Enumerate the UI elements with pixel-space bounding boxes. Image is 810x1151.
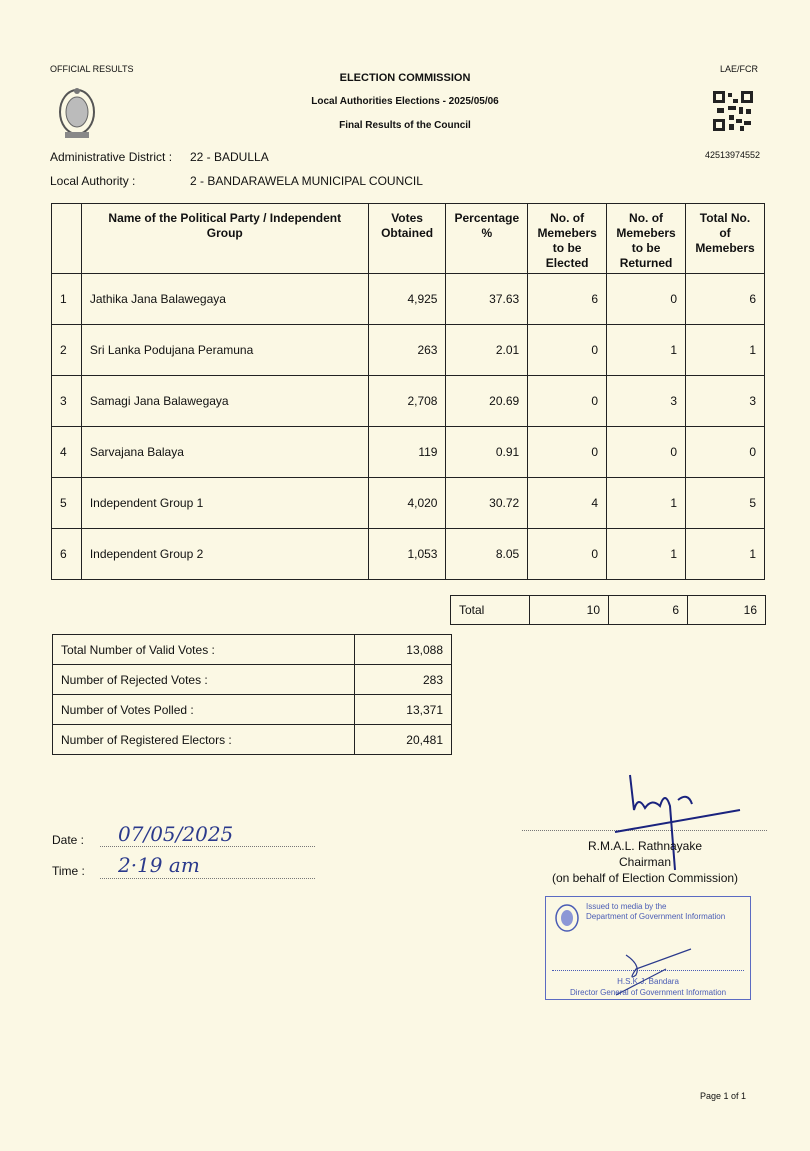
members-returned: 3 — [607, 376, 686, 427]
qr-code-icon — [713, 91, 753, 131]
election-title: Local Authorities Elections - 2025/05/06 — [311, 96, 499, 107]
summary-label: Number of Votes Polled : — [53, 695, 355, 725]
totals-elected: 10 — [530, 596, 609, 625]
authority-value: 2 - BANDARAWELA MUNICIPAL COUNCIL — [190, 174, 423, 188]
party-name: Jathika Jana Balawegaya — [81, 274, 368, 325]
totals-returned: 6 — [609, 596, 688, 625]
party-name: Independent Group 2 — [81, 529, 368, 580]
stamp-signature — [606, 947, 696, 997]
date-label: Date : — [52, 833, 85, 847]
members-elected: 0 — [528, 529, 607, 580]
summary-label: Number of Registered Electors : — [53, 725, 355, 755]
col-header-returned: No. of Memebers to be Returned — [607, 204, 686, 274]
votes-obtained: 119 — [368, 427, 446, 478]
stamp-signatory-name: H.S.K.J. Bandara — [617, 977, 679, 986]
party-name: Sarvajana Balaya — [81, 427, 368, 478]
percentage: 8.05 — [446, 529, 528, 580]
total-members: 1 — [686, 325, 765, 376]
percentage: 30.72 — [446, 478, 528, 529]
percentage: 0.91 — [446, 427, 528, 478]
totals-total: 16 — [688, 596, 766, 625]
summary-row — [53, 665, 452, 695]
col-header-party: Name of the Political Party / Independent Group — [81, 204, 368, 274]
votes-obtained: 4,925 — [368, 274, 446, 325]
district-label: Administrative District : — [50, 150, 173, 164]
row-number: 5 — [52, 478, 82, 529]
table-row — [52, 478, 765, 529]
members-elected: 0 — [528, 427, 607, 478]
results-header-row — [52, 204, 765, 274]
signatory-title: Chairman — [618, 855, 672, 869]
national-emblem-icon — [57, 86, 97, 140]
party-name: Independent Group 1 — [81, 478, 368, 529]
summary-value: 283 — [355, 665, 452, 695]
total-members: 5 — [686, 478, 765, 529]
official-results-label: OFFICIAL RESULTS — [50, 64, 134, 74]
total-members: 6 — [686, 274, 765, 325]
table-row — [52, 376, 765, 427]
final-results-title: Final Results of the Council — [339, 120, 471, 131]
results-table — [51, 203, 765, 580]
total-members: 0 — [686, 427, 765, 478]
media-issue-stamp — [545, 896, 751, 1000]
total-members: 1 — [686, 529, 765, 580]
summary-value: 13,371 — [355, 695, 452, 725]
table-row — [52, 274, 765, 325]
handwritten-time: 2·19 am — [118, 853, 200, 877]
totals-label: Total — [451, 596, 530, 625]
members-returned: 0 — [607, 274, 686, 325]
members-elected: 4 — [528, 478, 607, 529]
summary-row — [53, 695, 452, 725]
commission-title: ELECTION COMMISSION — [339, 72, 471, 84]
row-number: 4 — [52, 427, 82, 478]
row-number: 1 — [52, 274, 82, 325]
stamp-line-1: Issued to media by the — [586, 902, 667, 911]
summary-row — [53, 635, 452, 665]
totals-row — [451, 596, 766, 625]
document-number: 42513974552 — [705, 150, 761, 160]
col-header-no — [52, 204, 82, 274]
party-name: Samagi Jana Balawegaya — [81, 376, 368, 427]
votes-obtained: 4,020 — [368, 478, 446, 529]
summary-label: Total Number of Valid Votes : — [53, 635, 355, 665]
totals-table — [450, 595, 766, 625]
stamp-signatory-title: Director General of Government Information — [569, 988, 727, 997]
summary-value: 20,481 — [355, 725, 452, 755]
row-number: 6 — [52, 529, 82, 580]
members-returned: 1 — [607, 325, 686, 376]
members-returned: 1 — [607, 529, 686, 580]
authority-label: Local Authority : — [50, 174, 136, 188]
handwritten-date: 07/05/2025 — [118, 822, 234, 846]
row-number: 3 — [52, 376, 82, 427]
summary-label: Number of Rejected Votes : — [53, 665, 355, 695]
members-returned: 1 — [607, 478, 686, 529]
signatory-name: R.M.A.L. Rathnayake — [587, 839, 703, 853]
percentage: 2.01 — [446, 325, 528, 376]
table-row — [52, 325, 765, 376]
row-number: 2 — [52, 325, 82, 376]
page-number: Page 1 of 1 — [700, 1091, 747, 1101]
votes-obtained: 263 — [368, 325, 446, 376]
summary-value: 13,088 — [355, 635, 452, 665]
percentage: 20.69 — [446, 376, 528, 427]
table-row — [52, 529, 765, 580]
members-elected: 0 — [528, 376, 607, 427]
percentage: 37.63 — [446, 274, 528, 325]
votes-obtained: 2,708 — [368, 376, 446, 427]
vote-summary-table — [52, 634, 452, 755]
district-value: 22 - BADULLA — [190, 150, 269, 164]
party-name: Sri Lanka Podujana Peramuna — [81, 325, 368, 376]
col-header-total: Total No. of Memebers — [686, 204, 765, 274]
form-code: LAE/FCR — [720, 64, 759, 74]
members-returned: 0 — [607, 427, 686, 478]
stamp-line-2: Department of Government Information — [586, 912, 726, 921]
col-header-votes: Votes Obtained — [368, 204, 446, 274]
members-elected: 6 — [528, 274, 607, 325]
signatory-behalf: (on behalf of Election Commission) — [551, 871, 739, 885]
summary-row — [53, 725, 452, 755]
col-header-elected: No. of Memebers to be Elected — [528, 204, 607, 274]
time-label: Time : — [52, 864, 85, 878]
table-row — [52, 427, 765, 478]
total-members: 3 — [686, 376, 765, 427]
col-header-percentage: Percentage % — [446, 204, 528, 274]
votes-obtained: 1,053 — [368, 529, 446, 580]
department-seal-icon — [554, 903, 580, 933]
members-elected: 0 — [528, 325, 607, 376]
